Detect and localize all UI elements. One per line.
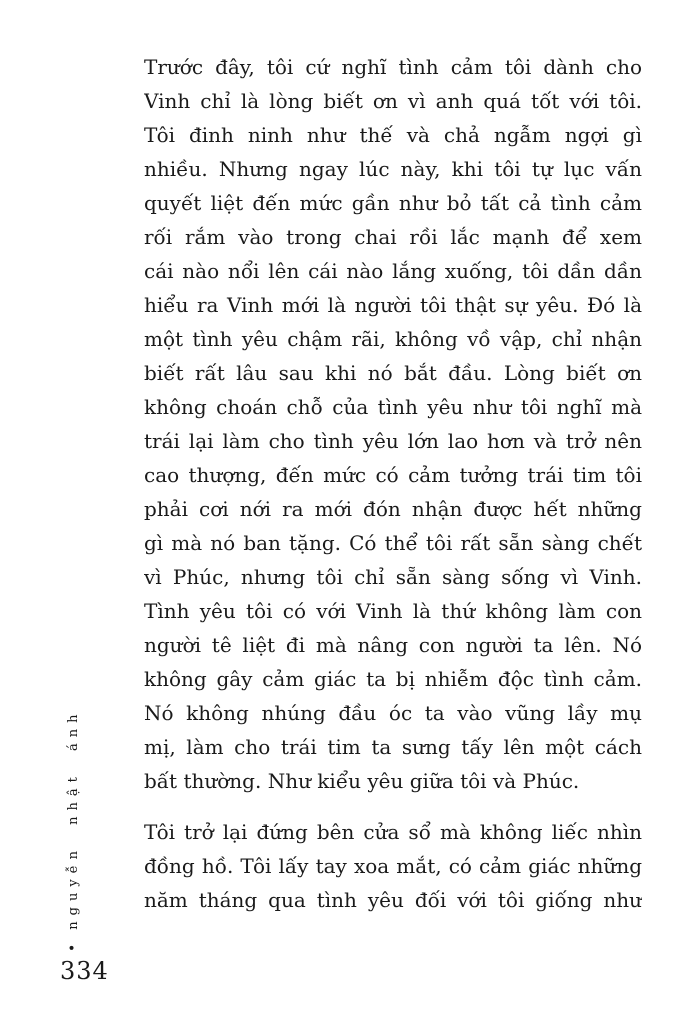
text-line: Vinh chỉ là lòng biết ơn vì anh quá tốt với tôi. — [144, 89, 642, 113]
text-line: người tê liệt đi mà nâng con người ta lên. Nó — [144, 633, 642, 657]
page-text — [144, 50, 642, 917]
page-number: 334 — [60, 957, 109, 985]
text-line: Tôi trở lại đứng bên cửa sổ mà không liếc nhìn — [144, 820, 642, 844]
spine-bullet: • — [65, 943, 81, 952]
author-spine — [62, 652, 84, 952]
text-line: Tôi đinh ninh như thế và chả ngẫm ngợi gì — [144, 123, 642, 147]
text-line: quyết liệt đến mức gần như bỏ tất cả tình cảm — [144, 191, 642, 215]
text-line: trái lại làm cho tình yêu lớn lao hơn và trở nên — [144, 429, 642, 453]
text-line: không gây cảm giác ta bị nhiễm độc tình cảm. — [144, 667, 642, 691]
text-line: Nó không nhúng đầu óc ta vào vũng lầy mụ — [144, 701, 642, 725]
text-line: hiểu ra Vinh mới là người tôi thật sự yêu. Đó là — [144, 293, 642, 317]
text-line: vì Phúc, nhưng tôi chỉ sẵn sàng sống vì Vinh. — [144, 565, 642, 589]
paragraph — [144, 815, 642, 917]
text-line: Trước đây, tôi cứ nghĩ tình cảm tôi dành cho — [144, 55, 642, 79]
text-line: năm tháng qua tình yêu đối với tôi giống như — [144, 888, 642, 912]
text-line: cao thượng, đến mức có cảm tưởng trái tim tôi — [144, 463, 642, 487]
text-line: nhiều. Nhưng ngay lúc này, khi tôi tự lục vấn — [144, 157, 642, 181]
text-line: biết rất lâu sau khi nó bắt đầu. Lòng biết ơn — [144, 361, 642, 385]
text-line: không choán chỗ của tình yêu như tôi nghĩ mà — [144, 395, 642, 419]
text-line: gì mà nó ban tặng. Có thể tôi rất sẵn sàng chết — [144, 531, 642, 555]
text-line: Tình yêu tôi có với Vinh là thứ không làm con — [144, 599, 642, 623]
text-line: đồng hồ. Tôi lấy tay xoa mắt, có cảm giác những — [144, 854, 642, 878]
author-name: nguyễn nhật ánh — [65, 708, 81, 930]
text-line: cái nào nổi lên cái nào lắng xuống, tôi dần dần — [144, 259, 642, 283]
text-line: mị, làm cho trái tim ta sưng tấy lên một cách — [144, 735, 642, 759]
text-line: một tình yêu chậm rãi, không vồ vập, chỉ nhận — [144, 327, 642, 351]
text-line: rối rắm vào trong chai rồi lắc mạnh để xem — [144, 225, 642, 249]
text-line: bất thường. Như kiểu yêu giữa tôi và Phúc. — [144, 769, 580, 793]
text-line: phải cơi nới ra mới đón nhận được hết những — [144, 497, 642, 521]
paragraph — [144, 50, 642, 798]
